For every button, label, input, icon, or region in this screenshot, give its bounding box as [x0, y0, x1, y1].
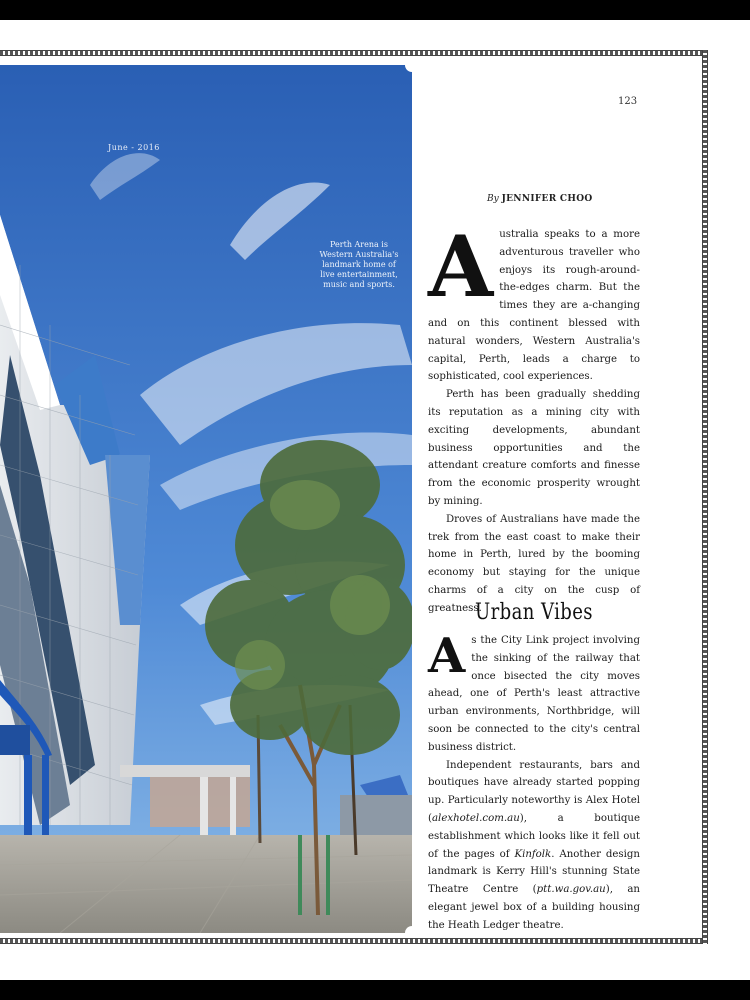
section-paragraph-1-text: s the City Link project involving the sinking of the railway that once bisected the city moves ahead, one of Perth's least attractive urban environments, Northbridge, will soon be connected to the city's central business district.: [428, 635, 640, 753]
section-heading: Urban Vibes: [475, 600, 593, 625]
text-run: . Another design landmark is Kerry Hill's stunning State Theatre Centre (: [428, 848, 640, 896]
theatre-url: ptt.wa.gov.au: [536, 884, 606, 896]
page-number: 123: [618, 96, 638, 107]
intro-paragraph-3: Droves of Australians have made the trek from the east coast to make their home in Perth, lured by the booming economy but staying for the unique charms of a city on the cusp of greatness.: [428, 513, 640, 614]
intro-paragraph-1: [428, 217, 640, 386]
text-run: ), a boutique establishment which looks like it fell out of the pages of: [428, 812, 640, 860]
author-name: JENNIFER CHOO: [501, 194, 593, 204]
byline-prefix: By: [487, 194, 499, 204]
plaza-ground: [0, 835, 412, 933]
decorative-border-bottom: [0, 938, 708, 944]
perth-arena-photo: [0, 65, 412, 933]
intro-text: [428, 217, 640, 618]
photo-corner-notch: [405, 58, 419, 72]
decorative-border-top: [0, 50, 708, 56]
decorative-border-right: [702, 50, 708, 944]
issue-date: June - 2016: [108, 143, 160, 152]
section-paragraph-1: [428, 628, 640, 757]
intro-paragraph-2: Perth has been gradually shedding its reputation as a mining city with exciting developments, abundant business opportunities and the attendant creature comforts and finesse from the economic prosperity wrought by mining.: [428, 389, 640, 507]
text-run: Independent restaurants, bars and boutiques have already started popping up. Particularly noteworthy is Alex Hotel (: [428, 759, 640, 824]
byline: [487, 194, 592, 204]
section-paragraph-2: [428, 757, 640, 935]
magazine-title: Kinfolk: [514, 848, 552, 860]
section-text: [428, 628, 640, 935]
hotel-url: alexhotel.com.au: [431, 812, 520, 824]
text-run: ), an elegant jewel box of a building housing the Heath Ledger theatre.: [428, 884, 640, 931]
photo-caption: Perth Arena is Western Australia's landmark home of live entertainment, music and sports.: [319, 240, 399, 289]
intro-paragraph-1-text: ustralia speaks to a more adventurous traveller who enjoys its rough-around-the-edges charm. But the times they are a-changing and on this continent blessed with natural wonders, Western Australia's capital, Perth, leads a charge to sophisticated, cool experiences.: [428, 229, 640, 383]
magazine-page: [0, 20, 750, 980]
dropcap: A: [428, 628, 466, 684]
dropcap: A: [428, 217, 494, 316]
photo-illustration: [0, 65, 412, 933]
